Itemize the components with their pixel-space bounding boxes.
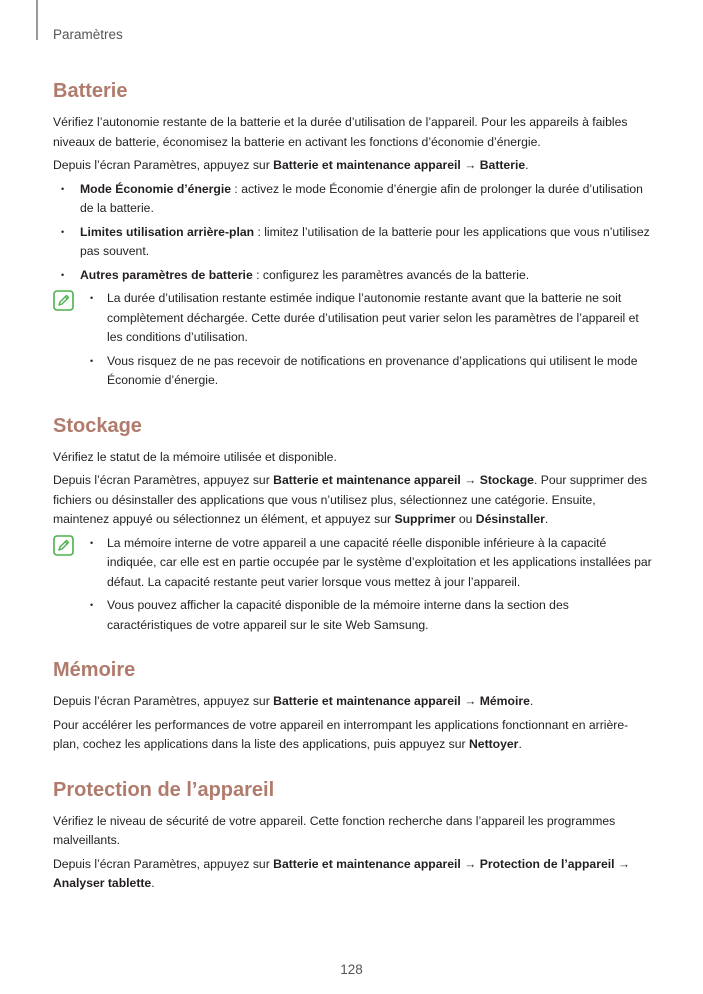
list-item: • La durée d’utilisation restante estimée indique l’autonomie restante avant que la batterie ne soit complètement déchargée. Cette durée d’utilisation peut varier selon les paramètres de l’appareil et les conditions d’utilisation. — [107, 289, 653, 348]
batterie-path-bold: Batterie et maintenance appareil → Batterie — [273, 158, 526, 172]
list-item — [53, 266, 653, 286]
list-item — [53, 223, 653, 262]
note-pencil-icon — [53, 290, 74, 311]
memoire-clean-label: Nettoyer — [468, 737, 519, 751]
memoire-text: Pour accélérer les performances de votre appareil en interrompant les applications fonctionnant en arrière-plan, cochez les applications dans la liste des applications, puis appuyez sur — [53, 717, 629, 751]
batterie-path-prefix: Depuis l’écran Paramètres, appuyez sur — [53, 158, 274, 172]
batterie-intro: Vérifiez l’autonomie restante de la batterie et la durée d’utilisation de l’appareil. Pour les appareils à faibles niveaux de batterie, économisez la batterie en activant les fonctions d’économie d’énergie. — [53, 115, 628, 149]
stockage-text-1: Depuis l’écran Paramètres, appuyez sur — [53, 473, 274, 487]
section-title-batterie: Batterie — [53, 80, 128, 102]
stockage-text-4: . — [544, 512, 549, 526]
section-stockage — [53, 413, 653, 636]
section-protection — [53, 777, 653, 894]
batterie-note-list — [107, 289, 653, 391]
bullet-text: : activez le mode Économie d’énergie afin de prolonger la durée d’utilisation de la batterie. — [80, 181, 643, 215]
memoire-path-prefix: Depuis l’écran Paramètres, appuyez sur — [53, 694, 274, 708]
protection-path-suffix: . — [151, 876, 155, 890]
bullet-text: : limitez l’utilisation de la batterie pour les applications que vous n’utilisez pas souvent. — [80, 224, 650, 258]
memoire-text-suffix: . — [518, 737, 522, 751]
stockage-note — [53, 534, 653, 636]
header-rule — [36, 0, 38, 40]
bullet-term: Limites utilisation arrière-plan — [80, 224, 255, 239]
memoire-path-suffix: . — [529, 694, 534, 708]
stockage-intro: Vérifiez le statut de la mémoire utilisée et disponible. — [53, 449, 337, 464]
page-number: 128 — [340, 962, 363, 977]
page-header: Paramètres — [53, 27, 123, 42]
stockage-path — [53, 471, 653, 530]
page-content — [53, 78, 653, 898]
stockage-text-2: . Pour supprimer des fichiers ou désinstaller des applications que vous n’utilisez plus, sélectionnez une catégorie. Ensuite, maintenez appuyé ou sélectionnez un élément, et appuyez sur — [53, 473, 648, 526]
list-item: • Vous pouvez afficher la capacité disponible de la mémoire interne dans la section des caractéristiques de votre appareil sur le site Web Samsung. — [107, 596, 653, 635]
memoire-path — [53, 692, 653, 712]
list-item — [53, 180, 653, 219]
stockage-text-3: ou — [455, 512, 476, 526]
bullet-text: : configurez les paramètres avancés de la batterie. — [252, 267, 530, 282]
batterie-note — [53, 289, 653, 391]
section-title-protection: Protection de l’appareil — [53, 778, 275, 801]
section-batterie — [53, 78, 653, 391]
stockage-delete-label: Supprimer — [394, 512, 456, 526]
protection-path-bold: Batterie et maintenance appareil → Protection de l’appareil → Analyser tablette — [53, 856, 631, 890]
protection-intro: Vérifiez le niveau de sécurité de votre appareil. Cette fonction recherche dans l’appareil les programmes malveillants. — [53, 813, 616, 847]
bullet-term: Mode Économie d’énergie — [80, 181, 232, 196]
stockage-note-list — [107, 534, 653, 636]
batterie-path — [53, 156, 653, 176]
protection-path — [53, 855, 653, 894]
memoire-path-bold: Batterie et maintenance appareil → Mémoire — [273, 694, 530, 708]
list-item: • La mémoire interne de votre appareil a une capacité réelle disponible inférieure à la capacité indiquée, car elle est en partie occupée par le système d’exploitation et les applications installées par défaut. La capacité restante peut varier lorsque vous mettez à jour l’appareil. — [107, 534, 653, 593]
protection-path-prefix: Depuis l’écran Paramètres, appuyez sur — [53, 856, 274, 871]
stockage-path-bold: Batterie et maintenance appareil → Stockage — [273, 473, 534, 487]
section-memoire — [53, 657, 653, 755]
stockage-uninstall-label: Désinstaller — [475, 512, 545, 526]
batterie-bullet-list — [53, 180, 653, 286]
section-title-memoire: Mémoire — [53, 659, 136, 681]
memoire-description — [53, 716, 653, 755]
list-item: • Vous risquez de ne pas recevoir de notifications en provenance d’applications qui utilisent le mode Économie d’énergie. — [107, 352, 653, 391]
section-title-stockage: Stockage — [53, 414, 142, 437]
bullet-term: Autres paramètres de batterie — [80, 267, 253, 282]
batterie-path-suffix: . — [525, 158, 529, 172]
note-pencil-icon — [53, 535, 74, 556]
